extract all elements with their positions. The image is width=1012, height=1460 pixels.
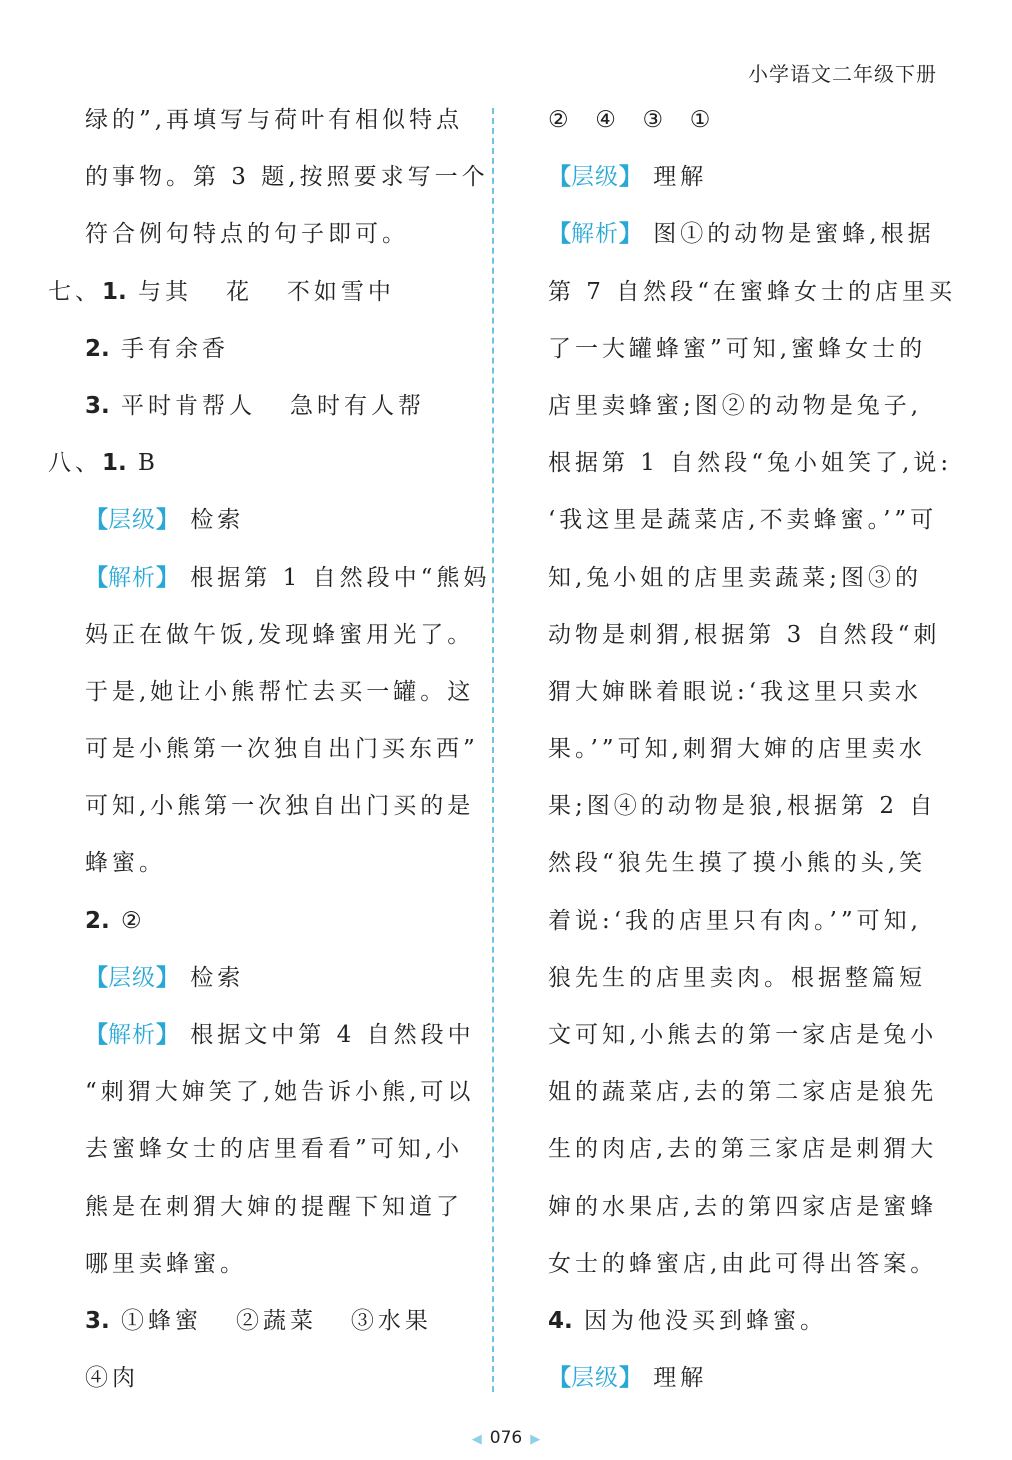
analysis-text: 根据文中第 4 自然段中: [179, 1022, 475, 1048]
page-number: 076: [489, 1428, 523, 1448]
level-line: 【层级】 理解: [548, 164, 708, 191]
triangle-left-icon: ◀: [471, 1432, 482, 1447]
text-line: 知,兔小姐的店里卖蔬菜;图③的: [548, 564, 923, 591]
section-eight-q2: [48, 893, 478, 950]
level-value: 理解: [642, 164, 708, 191]
left-column: [48, 92, 491, 1407]
text-line: 于是,她让小熊帮忙去买一罐。这: [85, 678, 475, 705]
text-line: 根据第 1 自然段“兔小姐笑了,说:: [548, 450, 953, 477]
level-tag: 层级: [108, 507, 156, 534]
text-line: 熊是在刺猬大婶的提醒下知道了: [85, 1193, 463, 1220]
triangle-right-icon: ▶: [530, 1432, 541, 1447]
text-line: 狼先生的店里卖肉。根据整篇短: [548, 964, 926, 991]
analysis-tag: 解析: [571, 221, 619, 248]
text-line: 符合例句特点的句子即可。: [85, 221, 409, 248]
text-line: ② ④ ③ ①: [548, 107, 715, 133]
column-divider: [492, 108, 494, 1392]
text-line: 去蜜蜂女士的店里看看”可知,小: [85, 1136, 464, 1163]
level-line: 【层级】 理解: [548, 1365, 708, 1392]
section-seven-q1: [48, 264, 478, 321]
text-line: 生的肉店,去的第三家店是刺猬大: [548, 1136, 938, 1163]
answer-text: 因为他没买到蜂蜜。: [572, 1307, 828, 1334]
answer-text: ②: [109, 907, 146, 934]
section-eight-q3: [48, 1293, 478, 1350]
analysis-line: 【解析】 根据文中第 4 自然段中: [85, 1022, 475, 1048]
question-number: 2.: [85, 335, 110, 362]
page-footer: [0, 1428, 1012, 1448]
level-line: 【层级】 检索: [85, 507, 245, 534]
text-line: 第 7 自然段“在蜜蜂女士的店里买: [548, 278, 957, 305]
text-line: 绿的”,再填写与荷叶有相似特点: [85, 107, 464, 133]
text-line: 动物是刺猬,根据第 3 自然段“刺: [548, 621, 941, 648]
text-line: 可知,小熊第一次独自出门买的是: [85, 793, 475, 820]
text-line: 姐的蔬菜店,去的第二家店是狼先: [548, 1079, 938, 1106]
section-label: 八、: [48, 450, 102, 477]
question-number: 4.: [548, 1307, 573, 1334]
analysis-line: 【解析】 根据第 1 自然段中“熊妈: [85, 564, 491, 591]
right-column: [548, 92, 957, 1407]
question-number: 1.: [102, 450, 127, 477]
text-line: “刺猬大婶笑了,她告诉小熊,可以: [85, 1079, 475, 1106]
text-line: 然段“狼先生摸了摸小熊的头,笑: [548, 850, 927, 877]
level-tag: 层级: [571, 1365, 619, 1392]
text-line: 婶的水果店,去的第四家店是蜜蜂: [548, 1193, 938, 1220]
text-line: 猬大婶眯着眼说:‘我这里只卖水: [548, 678, 923, 705]
text-line: 店里卖蜂蜜;图②的动物是兔子,: [548, 392, 923, 419]
question-number: 3.: [85, 1307, 110, 1334]
analysis-line: 【解析】 图①的动物是蜜蜂,根据: [548, 221, 935, 248]
text-line: 文可知,小熊去的第一家店是兔小: [548, 1022, 938, 1048]
section-seven-q3: [48, 378, 478, 435]
level-value: 理解: [642, 1365, 708, 1392]
text-line: 着说:‘我的店里只有肉。’”可知,: [548, 907, 922, 934]
level-tag: 层级: [571, 164, 619, 191]
level-tag: 层级: [108, 964, 156, 991]
analysis-text: 图①的动物是蜜蜂,根据: [642, 221, 935, 248]
question-number: 3.: [85, 392, 110, 419]
answer-text: ①蜂蜜 ②蔬菜 ③水果: [109, 1307, 432, 1334]
question-number: 1.: [102, 278, 127, 305]
answer-text: 手有余香: [109, 335, 230, 362]
question-number: 2.: [85, 907, 110, 934]
section-seven-q2: [48, 321, 478, 378]
text-line: 哪里卖蜂蜜。: [85, 1250, 247, 1277]
question-four: [548, 1293, 943, 1350]
analysis-tag: 解析: [108, 564, 156, 591]
text-line: 可是小熊第一次独自出门买东西”: [85, 736, 479, 763]
text-line: 妈正在做午饭,发现蜂蜜用光了。: [85, 621, 475, 648]
level-line: 【层级】 检索: [85, 964, 245, 991]
text-line: 果。’”可知,刺猬大婶的店里卖水: [548, 736, 926, 763]
answer-text: 平时肯帮人 急时有人帮: [109, 392, 425, 419]
text-line: 果;图④的动物是狼,根据第 2 自: [548, 793, 937, 820]
text-line: 女士的蜂蜜店,由此可得出答案。: [548, 1250, 938, 1277]
page-header-title: 小学语文二年级下册: [748, 62, 937, 86]
section-label: 七、: [48, 278, 102, 305]
analysis-tag: 解析: [108, 1022, 156, 1048]
answer-text: 与其 花 不如雪中: [126, 278, 395, 305]
text-line: 蜂蜜。: [85, 850, 166, 877]
section-eight-q1: [48, 435, 478, 492]
text-line: ④肉: [85, 1365, 139, 1392]
level-value: 检索: [179, 507, 245, 534]
answer-text: B: [126, 450, 159, 477]
analysis-text: 根据第 1 自然段中“熊妈: [179, 564, 491, 591]
text-line: 的事物。第 3 题,按照要求写一个: [85, 164, 489, 191]
text-line: 了一大罐蜂蜜”可知,蜜蜂女士的: [548, 335, 927, 362]
text-line: ‘我这里是蔬菜店,不卖蜂蜜。’”可: [548, 507, 938, 534]
level-value: 检索: [179, 964, 245, 991]
